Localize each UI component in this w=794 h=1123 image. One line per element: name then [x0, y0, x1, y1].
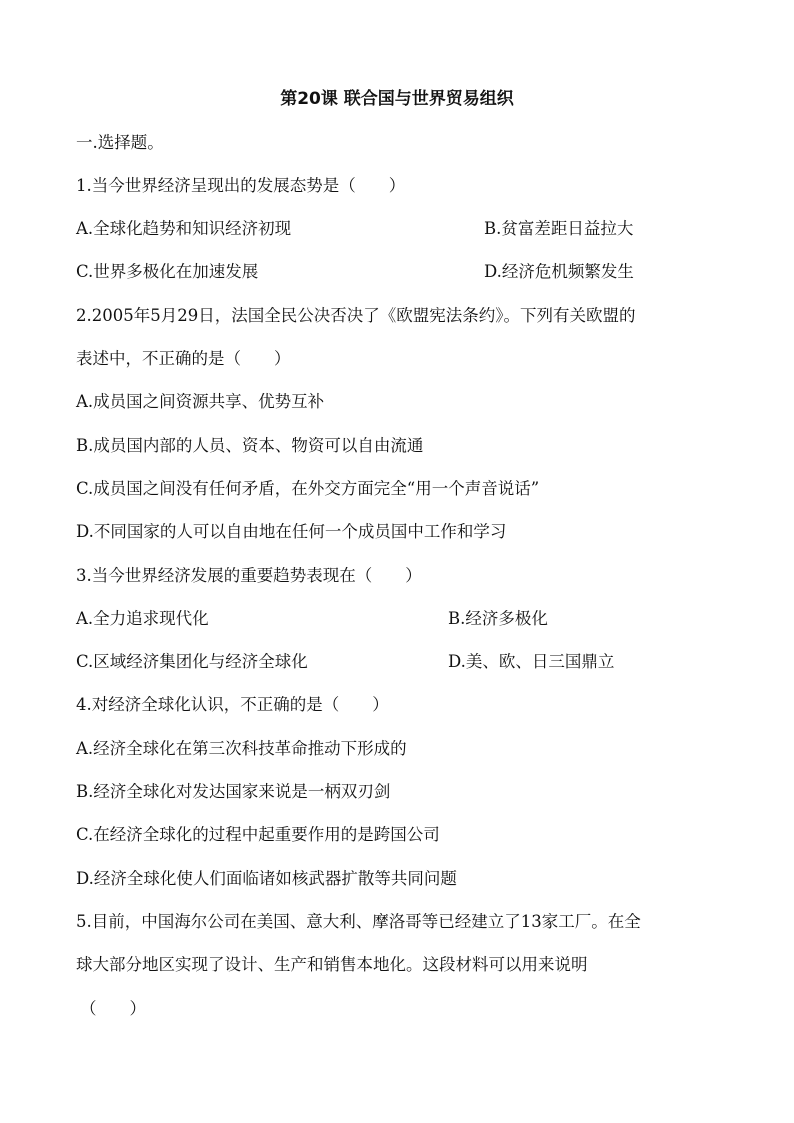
question-4-option-c: C.在经济全球化的过程中起重要作用的是跨国公司	[76, 825, 440, 844]
question-3-option-c: C.区域经济集团化与经济全球化	[76, 652, 308, 671]
question-4-option-d: D.经济全球化使人们面临诸如核武器扩散等共同问题	[76, 869, 457, 888]
question-3-option-a: A.全力追求现代化	[76, 609, 209, 628]
question-1-stem: 1.当今世界经济呈现出的发展态势是（ ）	[76, 176, 406, 195]
question-3-stem: 3.当今世界经济发展的重要趋势表现在（ ）	[76, 566, 422, 585]
question-1-option-d: D.经济危机频繁发生	[484, 262, 634, 281]
question-1-option-c: C.世界多极化在加速发展	[76, 262, 259, 281]
question-2-option-a: A.成员国之间资源共享、优势互补	[76, 392, 325, 411]
question-4-option-a: A.经济全球化在第三次科技革命推动下形成的	[76, 739, 407, 758]
question-5-stem-line-1: 5.目前，中国海尔公司在美国、意大利、摩洛哥等已经建立了13家工厂。在全	[76, 912, 641, 931]
question-2-stem-line-1: 2.2005年5月29日，法国全民公决否决了《欧盟宪法条约》。下列有关欧盟的	[76, 306, 636, 325]
question-3-option-b: B.经济多极化	[448, 609, 548, 628]
section-heading: 一.选择题。	[76, 133, 164, 152]
question-1-option-a: A.全球化趋势和知识经济初现	[76, 219, 292, 238]
question-1-option-b: B.贫富差距日益拉大	[484, 219, 634, 238]
question-5-stem-line-2: 球大部分地区实现了设计、生产和销售本地化。这段材料可以用来说明	[76, 955, 588, 974]
question-3-option-d: D.美、欧、日三国鼎立	[448, 652, 615, 671]
question-2-option-d: D.不同国家的人可以自由地在任何一个成员国中工作和学习	[76, 522, 507, 541]
question-2-option-b: B.成员国内部的人员、资本、物资可以自由流通	[76, 436, 424, 455]
question-2-option-c: C.成员国之间没有任何矛盾，在外交方面完全“用一个声音说话”	[76, 479, 540, 498]
question-4-stem: 4.对经济全球化认识，不正确的是（ ）	[76, 695, 389, 714]
question-4-option-b: B.经济全球化对发达国家来说是一柄双刃剑	[76, 782, 391, 801]
lesson-title: 第20课 联合国与世界贸易组织	[280, 89, 514, 109]
question-5-answer-blank: （ ）	[80, 999, 146, 1018]
question-2-stem-line-2: 表述中，不正确的是（ ）	[76, 349, 291, 368]
